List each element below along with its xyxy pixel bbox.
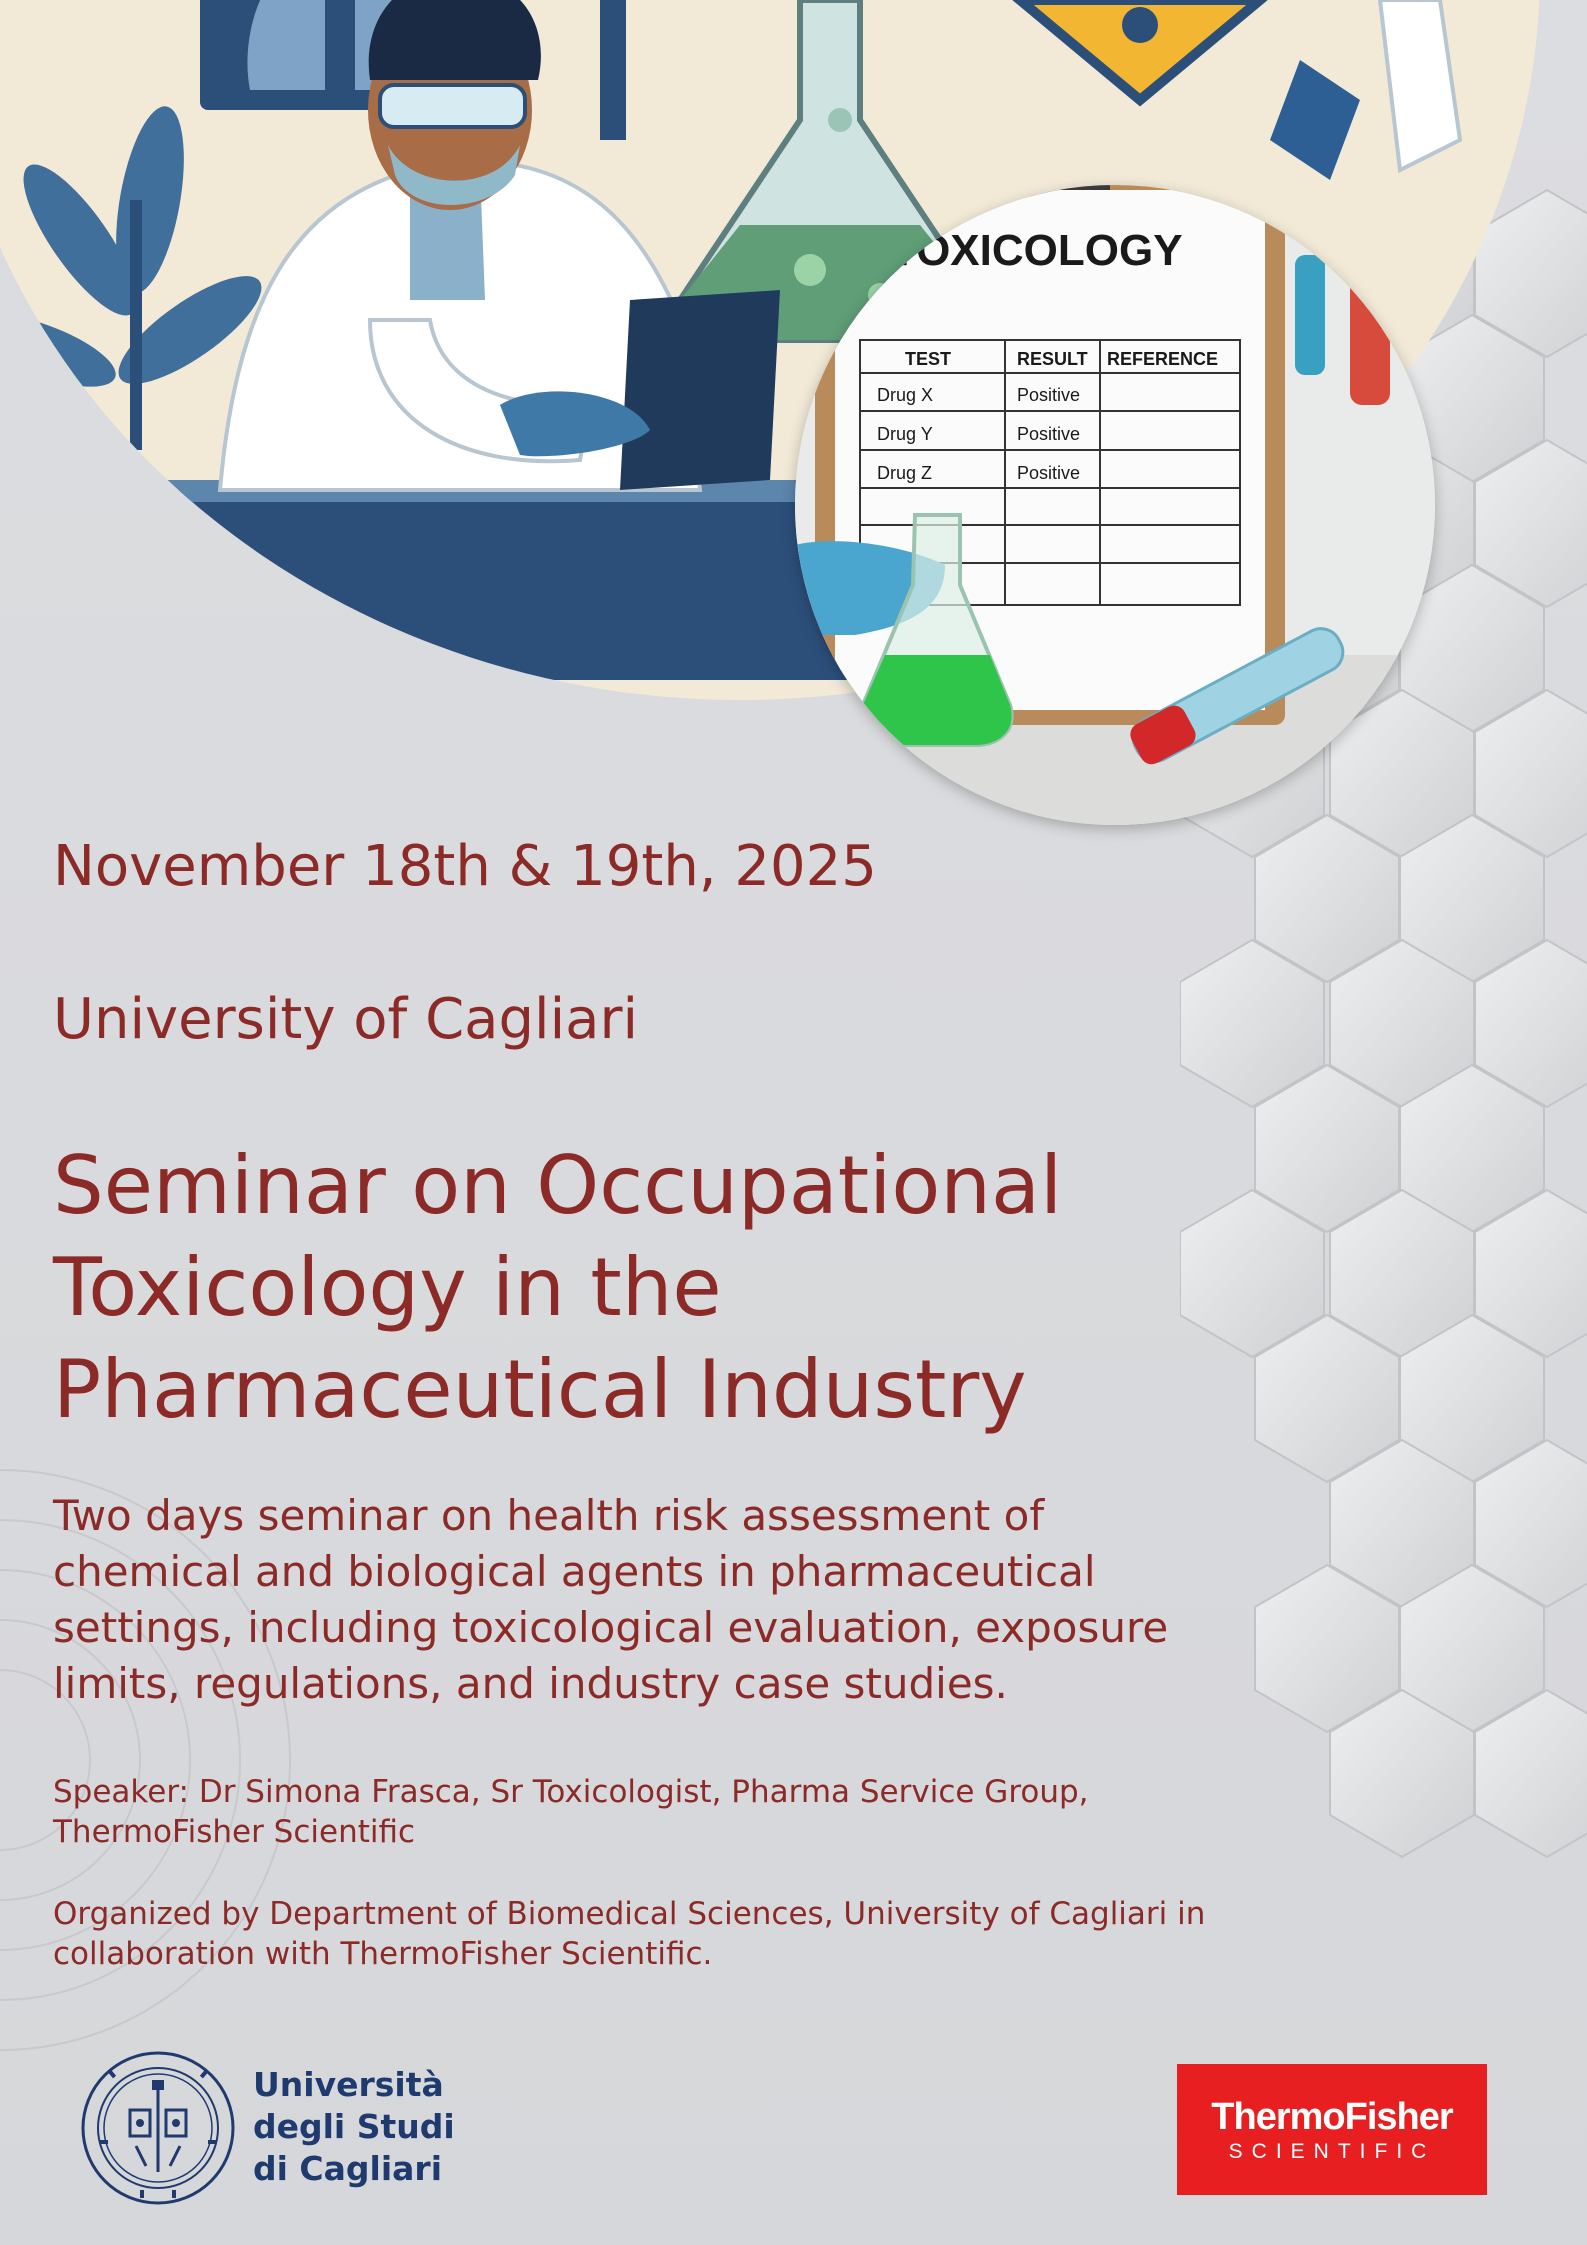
thermofisher-sub: SCIENTIFIC bbox=[1228, 2140, 1436, 2163]
university-name-line: di Cagliari bbox=[253, 2149, 443, 2188]
thermofisher-brand: ThermoFisher bbox=[1211, 2096, 1453, 2138]
thermofisher-logo bbox=[1177, 2064, 1487, 2195]
description-line: chemical and biological agents in pharmaceutical bbox=[53, 1547, 1096, 1596]
description-line: Two days seminar on health risk assessment of bbox=[53, 1491, 1045, 1540]
university-name bbox=[253, 2064, 455, 2190]
seminar-description bbox=[53, 1488, 1313, 1712]
organizer-info bbox=[53, 1894, 1353, 1974]
speaker-line: Speaker: Dr Simona Frasca, Sr Toxicologist, Pharma Service Group, bbox=[53, 1774, 1089, 1810]
event-date: November 18th & 19th, 2025 bbox=[53, 834, 877, 899]
clipboard-header-reference: REFERENCE bbox=[1107, 349, 1219, 369]
organizer-line: collaboration with ThermoFisher Scientific. bbox=[53, 1936, 713, 1972]
speaker-line: ThermoFisher Scientific bbox=[53, 1814, 416, 1850]
seminar-title-line: Pharmaceutical Industry bbox=[53, 1343, 1027, 1436]
speaker-info bbox=[53, 1772, 1333, 1852]
seminar-title bbox=[53, 1135, 1213, 1441]
organizer-line: Organized by Department of Biomedical Sciences, University of Cagliari in bbox=[53, 1896, 1206, 1932]
clipboard-header-test: TEST bbox=[905, 349, 952, 369]
clipboard-test-2: Drug Y bbox=[877, 424, 933, 444]
university-name-line: Università bbox=[253, 2065, 444, 2104]
clipboard-result-2: Positive bbox=[1017, 424, 1081, 444]
clipboard-result-3: Positive bbox=[1017, 463, 1081, 483]
description-line: limits, regulations, and industry case studies. bbox=[53, 1659, 1008, 1708]
seminar-title-line: Toxicology in the bbox=[53, 1241, 722, 1334]
event-venue: University of Cagliari bbox=[53, 987, 639, 1052]
clipboard-result-1: Positive bbox=[1017, 385, 1081, 405]
toxicology-clipboard-photo bbox=[795, 185, 1435, 825]
description-line: settings, including toxicological evaluation, exposure bbox=[53, 1603, 1169, 1652]
seminar-title-line: Seminar on Occupational bbox=[53, 1139, 1063, 1232]
clipboard-header-result: RESULT bbox=[1017, 349, 1088, 369]
clipboard-test-1: Drug X bbox=[877, 385, 934, 405]
university-name-line: degli Studi bbox=[253, 2107, 455, 2146]
clipboard-title: TOXICOLOGY bbox=[890, 226, 1183, 275]
university-seal-icon bbox=[80, 2050, 236, 2206]
clipboard-test-3: Drug Z bbox=[877, 463, 933, 483]
